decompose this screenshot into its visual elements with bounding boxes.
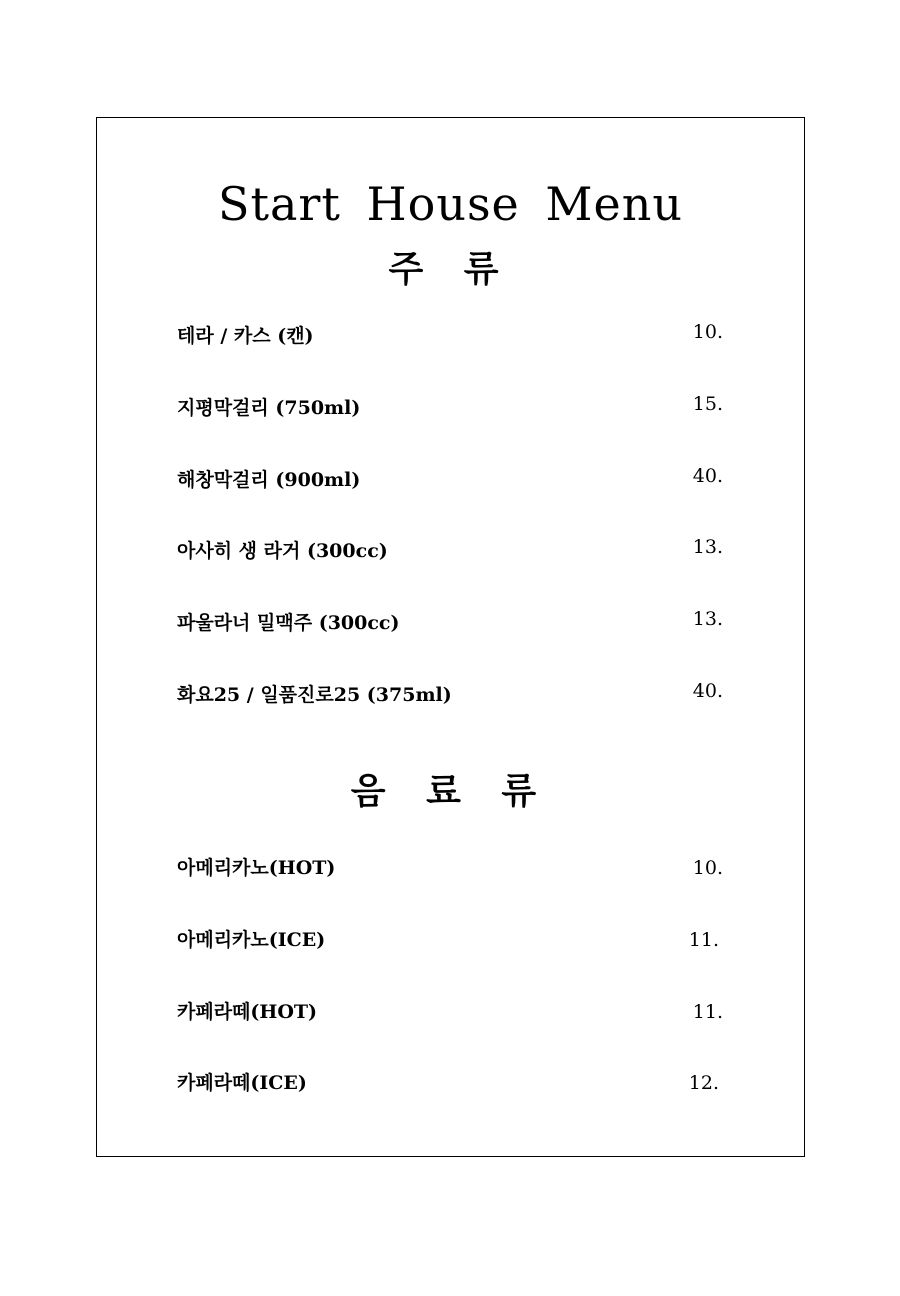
- menu-title: Start House Menu: [218, 177, 683, 231]
- item-name: 카페라떼(HOT): [177, 1001, 318, 1023]
- item-price: 11.: [688, 929, 719, 951]
- item-name: 화요25 / 일품진로25 (375ml): [177, 684, 452, 706]
- section-heading-liquor: 주 류: [388, 249, 513, 290]
- item-price: 40.: [692, 465, 723, 487]
- item-price: 12.: [688, 1072, 719, 1094]
- menu-item: [177, 536, 723, 566]
- menu-item: [177, 853, 723, 883]
- section-heading-drinks: 음 료 류: [350, 771, 551, 812]
- item-name: 카페라떼(ICE): [177, 1072, 307, 1094]
- item-price: 13.: [692, 608, 723, 630]
- item-price: 15.: [692, 393, 723, 415]
- item-name: 테라 / 카스 (캔): [177, 325, 314, 347]
- menu-item: [177, 465, 723, 495]
- item-name: 아메리카노(HOT): [177, 857, 336, 879]
- menu-item: [177, 925, 723, 955]
- item-name: 해창막걸리 (900ml): [177, 469, 361, 491]
- menu-frame: [96, 117, 805, 1157]
- item-price: 11.: [692, 1001, 723, 1023]
- item-price: 10.: [692, 321, 723, 343]
- item-name: 지평막걸리 (750ml): [177, 397, 361, 419]
- item-name: 파울라너 밀맥주 (300cc): [177, 612, 400, 634]
- menu-item: [177, 321, 723, 351]
- menu-item: [177, 1068, 723, 1098]
- item-price: 13.: [692, 536, 723, 558]
- item-price: 10.: [692, 857, 723, 879]
- item-name: 아사히 생 라거 (300cc): [177, 540, 388, 562]
- menu-item: [177, 608, 723, 638]
- menu-item: [177, 997, 723, 1027]
- item-price: 40.: [692, 680, 723, 702]
- item-name: 아메리카노(ICE): [177, 929, 326, 951]
- menu-item: [177, 680, 723, 710]
- menu-item: [177, 393, 723, 423]
